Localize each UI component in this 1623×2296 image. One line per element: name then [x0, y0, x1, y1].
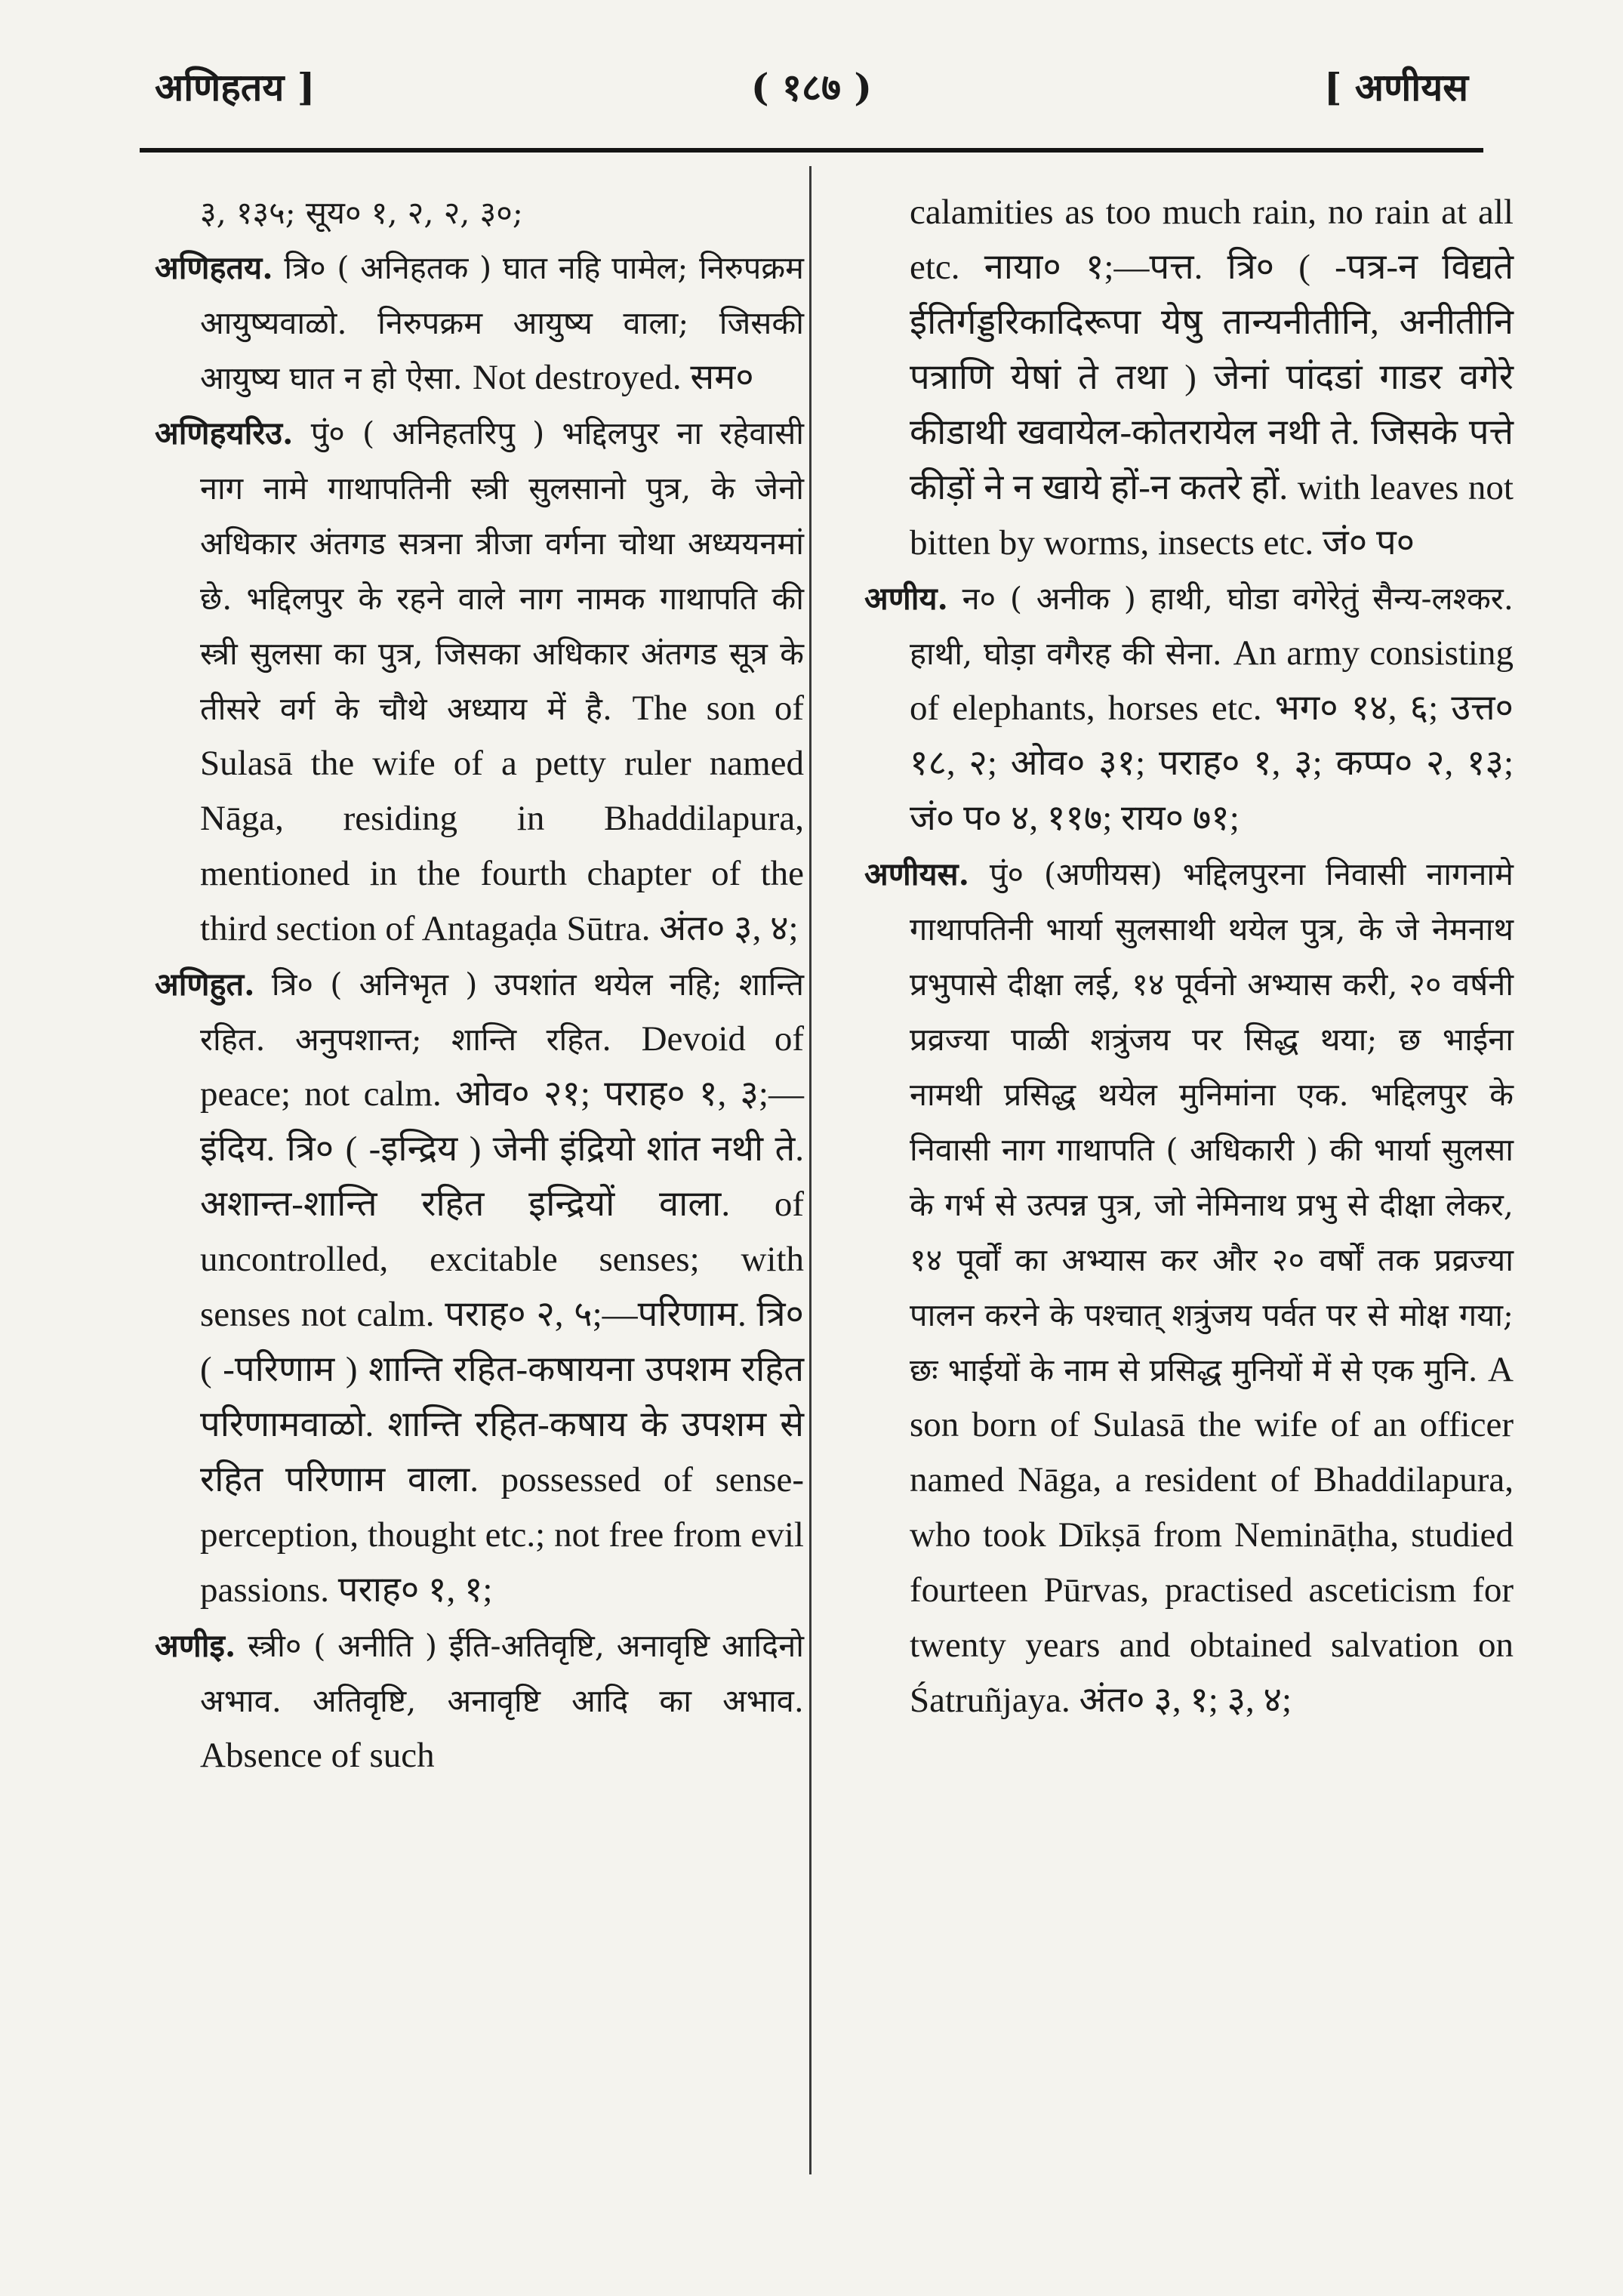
dictionary-entry — [864, 571, 1514, 846]
left-column — [155, 185, 804, 1783]
header-rule — [140, 148, 1483, 153]
dictionary-entry — [155, 240, 804, 405]
header-right-guideword: [ अणीयस — [1323, 65, 1468, 109]
header-left-guideword: अणिहतय ] — [155, 65, 316, 109]
entry-english: The son of Sulasā the wife of a petty ruler named Nāga, residing in Bhaddilapura, mentioned in the fourth chapter of the third section of Antagaḍa Sūtra. अंत० ३, ४; — [200, 689, 804, 948]
entry-headword: अणीइ. — [155, 1627, 236, 1664]
right-column — [864, 185, 1514, 1728]
dictionary-entry — [864, 846, 1514, 1728]
entry-english: A son born of Sulasā the wife of an officer named Nāga, a resident of Bhaddilapura, who took Dīkṣā from Nemināṭha, studied fourteen Pūrvas, practised asceticism for twenty years and obtained salvation on Śatruñjaya. अंत० ३, १; ३, ४; — [910, 1350, 1514, 1720]
entry-headword: अणीयस. — [864, 855, 970, 892]
entry-text: स्त्री० ( अनीति ) ईति-अतिवृष्टि, अनावृष्टि आदिनो अभाव. अतिवृष्टि, अनावृष्टि आदि का अभाव. — [200, 1627, 804, 1719]
dictionary-entry — [155, 405, 804, 957]
dictionary-entry — [155, 957, 804, 1618]
entry-english: Not destroyed. सम० — [472, 358, 754, 397]
running-header — [147, 53, 1476, 128]
dictionary-entry — [155, 185, 804, 240]
entry-text: पुं० (अणीयस) भद्दिलपुरना निवासी नागनामे गाथापतिनी भार्या सुलसाथी थयेल पुत्र, के जे नेमनाथ प्रभुपासे दीक्षा लई, १४ पूर्वनो अभ्यास करी, २० वर्षनी प्रव्रज्या पाळी शत्रुंजय पर सिद्ध थया; छ भाईना नामथी प्रसिद्ध थयेल मुनिमांना एक. भद्दिलपुर के निवासी नाग गाथापति ( अधिकारी ) की भार्या सुलसा के गर्भ से उत्पन्न पुत्र, जो नेमिनाथ प्रभु से दीक्षा लेकर, १४ पूर्वों का अभ्यास कर और २० वर्षों तक प्रव्रज्या पालन करने के पश्चात् शत्रुंजय पर्वत पर से मोक्ष गया; छः भाईयों के नाम से प्रसिद्ध मुनियों में से एक मुनि. — [910, 855, 1514, 1388]
entry-text: न० ( अनीक ) हाथी, घोडा वगेरेतुं सैन्य-लश्कर. हाथी, घोड़ा वगैरह की सेना. — [910, 580, 1514, 672]
entry-english: Absence of such — [200, 1736, 435, 1775]
entry-text: ३, १३५; सूय० १, २, २, ३०; — [200, 194, 523, 231]
dictionary-entry — [155, 1618, 804, 1783]
entry-headword: अणिहुत. — [155, 966, 255, 1003]
entry-text: त्रि० ( अनिहतक ) घात नहि पामेल; निरुपक्रम आयुष्यवाळो. निरुपक्रम आयुष्य वाला; जिसकी आयुष्य घात न हो ऐसा. — [200, 249, 804, 396]
page-number: ( १८७ ) — [750, 65, 873, 109]
dictionary-entry — [864, 185, 1514, 571]
entry-english: An army consisting of elephants, horses etc. भग० १४, ६; उत्त० १८, २; ओव० ३१; पराह० १, ३; कप्प० २, १३; जं० प० ४, ११७; राय० ७१; — [910, 633, 1514, 838]
column-divider — [809, 166, 812, 2174]
entry-english: calamities as too much rain, no rain at all etc. नाया० १;—पत्त. त्रि० ( -पत्र-न विद्यते ईतिर्गड्डरिकादिरूपा येषु तान्यनीतीनि, अनीतीनि पत्राणि येषां ते तथा ) जेनां पांदडां गाडर वगेरे कीडाथी खवायेल-कोतरायेल नथी ते. जिसके पत्ते कीड़ों ने न खाये हों-न कतरे हों. with leaves not bitten by worms, insects etc. जं० प० — [910, 193, 1514, 562]
entry-headword: अणीय. — [864, 580, 948, 617]
entry-headword: अणिहयरिउ. — [155, 415, 294, 451]
entry-text: पुं० ( अनिहतरिपु ) भद्दिलपुर ना रहेवासी नाग नामे गाथापतिनी स्त्री सुलसानो पुत्र, के जेनो अधिकार अंतगड सत्रना त्रीजा वर्गना चोथा अध्ययनमां छे. भद्दिलपुर के रहने वाले नाग नामक गाथापति की स्त्री सुलसा का पुत्र, जिसका अधिकार अंतगड सूत्र के तीसरे वर्ग के चौथे अध्याय में है. — [200, 415, 804, 727]
entry-text: त्रि० ( अनिभृत ) उपशांत थयेल नहि; शान्ति रहित. अनुपशान्त; शान्ति रहित. — [200, 966, 804, 1058]
entry-headword: अणिहतय. — [155, 249, 273, 286]
entry-english: Devoid of peace; not calm. ओव० २१; पराह० १, ३;—इंदिय. त्रि० ( -इन्द्रिय ) जेनी इंद्रियो शांत नथी ते. अशान्त-शान्ति रहित इन्द्रियों वाला. of uncontrolled, excitable senses; with senses not calm. पराह० २, ५;—परिणाम. त्रि० ( -परिणाम ) शान्ति रहित-कषायना उपशम रहित परिणामवाळो. शान्ति रहित-कषाय के उपशम से रहित परिणाम वाला. possessed of sense-perception, thought etc.; not free from evil passions. पराह० १, १; — [200, 1019, 805, 1610]
